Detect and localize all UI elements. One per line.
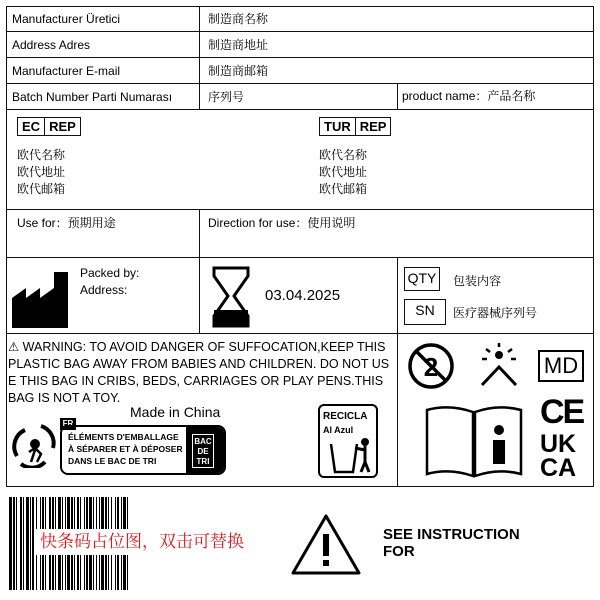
instruction-line-2: FOR bbox=[383, 543, 415, 560]
triman-bin-line-2: DE bbox=[197, 447, 209, 456]
barcode-bar bbox=[30, 497, 31, 590]
triman-recycle-icon bbox=[11, 422, 59, 468]
triman-line-1: ÉLÉMENTS D'EMBALLAGE bbox=[68, 432, 179, 442]
keep-away-from-sunlight-icon bbox=[470, 341, 528, 391]
barcode-bar bbox=[13, 497, 15, 590]
tur-tag: TUR bbox=[319, 117, 355, 136]
manufacturer-value: 制造商名称 bbox=[208, 12, 269, 26]
tur-rep-label: REP bbox=[355, 117, 392, 136]
triman-fr-badge: FR bbox=[60, 418, 76, 430]
barcode-bar bbox=[16, 497, 17, 590]
ce-mark: CE bbox=[540, 393, 584, 431]
do-not-reuse-icon bbox=[406, 341, 456, 391]
medical-device-md-icon: MD bbox=[538, 350, 584, 382]
manufacturer-label: Manufacturer Üretici bbox=[12, 12, 121, 26]
tur-rep-tag bbox=[319, 117, 391, 136]
recicla-title: RECICLA bbox=[323, 411, 368, 422]
ukca-mark-uk: UK bbox=[540, 430, 577, 458]
use-for-text: Use for：预期用途 bbox=[17, 216, 116, 230]
direction-text: Direction for use：使用说明 bbox=[208, 216, 356, 230]
ec-rep-tag bbox=[17, 117, 81, 136]
email-label: Manufacturer E-mail bbox=[12, 64, 121, 78]
batch-label: Batch Number Parti Numarası bbox=[12, 90, 173, 104]
qty-tag: QTY bbox=[404, 267, 440, 291]
product-name: product name：产品名称 bbox=[402, 89, 536, 103]
barcode-bar bbox=[9, 497, 12, 590]
warning-text: ⚠ WARNING: TO AVOID DANGER OF SUFFOCATION,KEEP THIS PLASTIC BAG AWAY FROM BABIES AND CHILDREN. DO NOT USE THIS BAG IN CRIBS, BEDS, CARRIAGES OR PLAY PENS.THIS BAG IS NOT A TOY. bbox=[8, 340, 390, 405]
barcode-bar bbox=[20, 497, 22, 590]
made-in-china: Made in China bbox=[130, 404, 221, 420]
email-value: 制造商邮箱 bbox=[208, 64, 269, 78]
sn-tag: SN bbox=[404, 299, 446, 325]
ec-tag: EC bbox=[17, 117, 44, 136]
address-value: 制造商地址 bbox=[208, 38, 269, 52]
barcode-bar bbox=[23, 497, 24, 590]
recicla-bin-person-icon bbox=[327, 436, 373, 474]
triman-bin-label bbox=[192, 434, 214, 468]
batch-value: 序列号 bbox=[208, 90, 245, 104]
instruction-line-1: SEE INSTRUCTION bbox=[383, 526, 520, 543]
svg-text:2: 2 bbox=[423, 352, 439, 382]
ec-rep-email: 欧代邮箱 bbox=[17, 182, 66, 196]
ukca-mark-ca: CA bbox=[540, 454, 577, 482]
address-label: Address Adres bbox=[12, 38, 91, 52]
packed-by-label: Packed by: bbox=[80, 266, 140, 280]
authorized-rep-block bbox=[6, 109, 594, 210]
caution-triangle-icon bbox=[290, 512, 362, 576]
manufacture-date: 03.04.2025 bbox=[265, 287, 341, 304]
date-of-manufacture-icon bbox=[212, 266, 250, 328]
packed-address-label: Address: bbox=[80, 283, 128, 297]
triman-line-3: DANS LE BAC DE TRI bbox=[68, 456, 157, 466]
triman-bin-line-1: BAC bbox=[194, 437, 212, 446]
sn-text: 医疗器械序列号 bbox=[453, 306, 538, 320]
consult-instructions-icon bbox=[425, 404, 523, 478]
recicla-sub: Al Azul bbox=[323, 425, 354, 435]
qty-text: 包装内容 bbox=[453, 274, 502, 288]
tur-rep-name: 欧代名称 bbox=[319, 148, 368, 162]
rep-tag: REP bbox=[44, 117, 81, 136]
barcode-placeholder-text: 快条码占位图，双击可替换 bbox=[34, 529, 250, 555]
triman-line-2: À SÉPARER ET À DÉPOSER bbox=[68, 444, 183, 454]
tur-rep-address: 欧代地址 bbox=[319, 165, 368, 179]
triman-bin-line-3: TRI bbox=[196, 457, 210, 466]
ec-rep-address: 欧代地址 bbox=[17, 165, 66, 179]
manufacturer-factory-icon bbox=[12, 272, 74, 328]
tur-rep-email: 欧代邮箱 bbox=[319, 182, 368, 196]
ec-rep-name: 欧代名称 bbox=[17, 148, 66, 162]
barcode-bar bbox=[26, 497, 29, 590]
